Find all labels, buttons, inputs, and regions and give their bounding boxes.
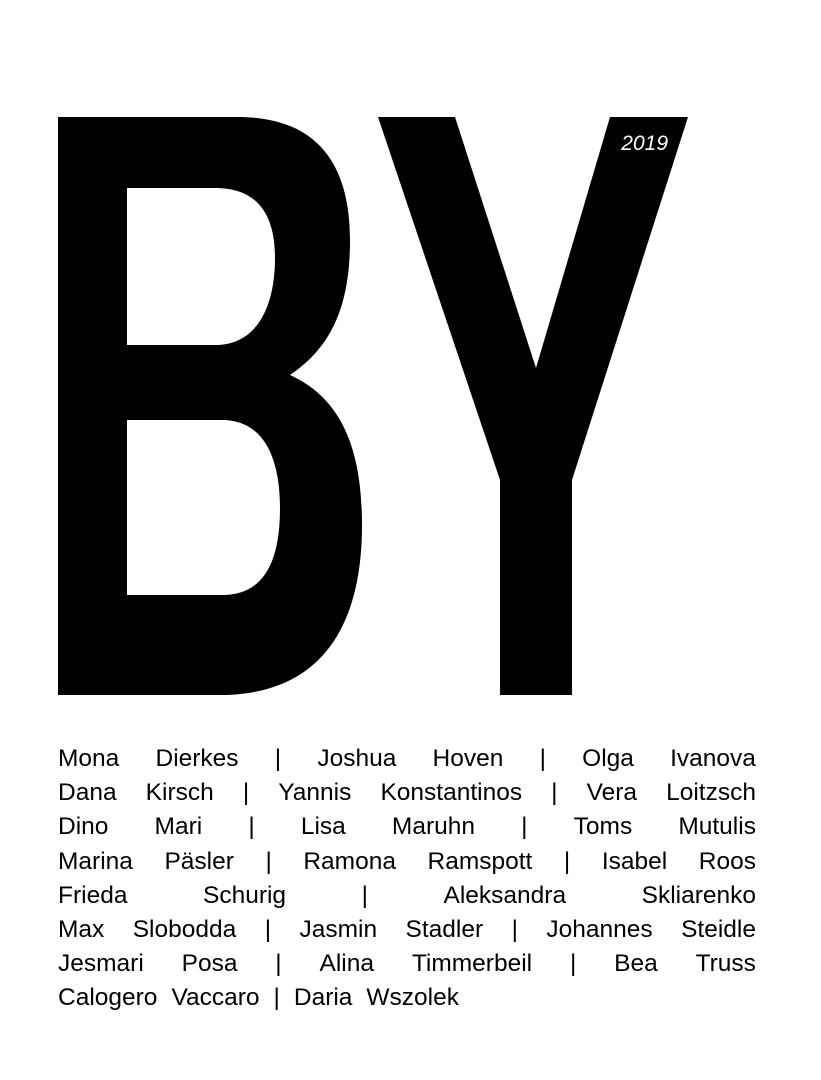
name-separator: | — [242, 779, 250, 807]
name-word: Bea — [614, 950, 658, 978]
name-word: Maruhn — [391, 813, 475, 841]
name-word: Ivanova — [670, 745, 756, 772]
name-word: Olga — [582, 745, 634, 772]
name-word: Aleksandra — [443, 881, 567, 909]
names-row — [58, 776, 756, 810]
name-separator: | — [248, 813, 255, 841]
names-row — [58, 981, 756, 1015]
name-word: Yannis — [278, 779, 352, 807]
year-label: 2019 — [621, 132, 668, 155]
name-word: Loitzsch — [666, 779, 756, 807]
name-word: Truss — [695, 950, 756, 978]
name-word: Päsler — [164, 847, 234, 875]
name-word: Mona — [58, 745, 120, 772]
name-separator: | — [275, 950, 282, 978]
name-word: Roos — [698, 847, 756, 875]
name-separator: | — [521, 813, 528, 841]
name-word: Vaccaro — [171, 984, 260, 1012]
name-separator: | — [551, 779, 558, 807]
name-word: Mutulis — [678, 813, 756, 841]
name-separator: | — [563, 847, 571, 875]
name-separator: | — [274, 745, 282, 772]
names-row — [58, 742, 756, 776]
name-word: Steidle — [681, 915, 756, 943]
name-separator: | — [264, 915, 272, 943]
name-word: Dino — [58, 813, 109, 841]
name-word: Calogero — [58, 984, 158, 1012]
name-word: Kirsch — [145, 779, 214, 807]
name-word: Max — [58, 915, 105, 943]
name-word: Posa — [181, 950, 238, 978]
name-word: Ramona — [303, 847, 396, 875]
names-row — [58, 810, 756, 844]
name-word: Daria — [293, 984, 353, 1012]
names-row — [58, 913, 756, 947]
name-word: Skliarenko — [641, 881, 756, 909]
name-word: Mari — [154, 813, 203, 841]
name-separator: | — [539, 745, 546, 772]
name-word: Dana — [58, 779, 117, 807]
name-word: Lisa — [300, 813, 346, 841]
name-word: Stadler — [405, 915, 484, 943]
name-word: Frieda — [58, 881, 128, 909]
names-row — [58, 845, 756, 879]
name-word: Vera — [586, 779, 638, 807]
name-separator: | — [361, 881, 368, 909]
name-word: Hoven — [432, 745, 504, 772]
name-separator: | — [511, 915, 518, 943]
name-word: Joshua — [317, 745, 397, 772]
name-word: Jasmin — [299, 915, 378, 943]
name-word: Slobodda — [132, 915, 237, 943]
name-word: Jesmari — [58, 950, 144, 978]
name-word: Timmerbeil — [411, 950, 533, 978]
name-word: Marina — [58, 847, 133, 875]
artist-names — [58, 742, 756, 1016]
title-letter-y — [378, 117, 688, 695]
name-word: Toms — [573, 813, 633, 841]
name-word: Schurig — [202, 881, 287, 909]
name-word: Johannes — [546, 915, 653, 943]
name-separator: | — [265, 847, 272, 875]
names-row — [58, 879, 756, 913]
names-row — [58, 947, 756, 981]
name-word: Dierkes — [155, 745, 239, 772]
name-separator: | — [273, 984, 280, 1012]
name-word: Isabel — [601, 847, 668, 875]
name-word: Wszolek — [366, 984, 459, 1012]
name-word: Alina — [319, 950, 374, 978]
name-separator: | — [569, 950, 577, 978]
name-word: Konstantinos — [380, 779, 523, 807]
name-word: Ramspott — [427, 847, 533, 875]
title-letter-b — [58, 117, 362, 695]
